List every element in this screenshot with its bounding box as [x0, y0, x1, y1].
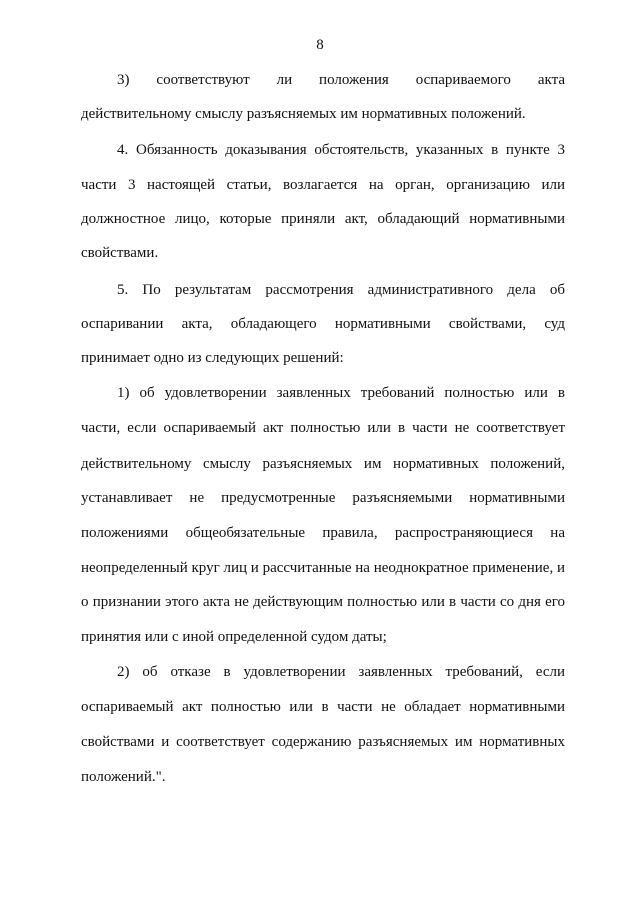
text-line: устанавливает не предусмотренные разъясняемыми нормативными: [81, 490, 565, 506]
text-line: положений.".: [81, 769, 166, 785]
text-line: о признании этого акта не действующим полностью или в части со дня его: [81, 594, 565, 610]
text-line: 4. Обязанность доказывания обстоятельств, указанных в пункте 3: [117, 142, 565, 158]
text-line: свойствами и соответствует содержанию разъясняемых им нормативных: [81, 734, 565, 750]
text-line: свойствами.: [81, 245, 159, 261]
text-line: части 3 настоящей статьи, возлагается на орган, организацию или: [81, 177, 565, 193]
text-line: принятия или с иной определенной судом даты;: [81, 629, 387, 645]
text-line: 5. По результатам рассмотрения административного дела об: [117, 282, 565, 298]
text-line: части, если оспариваемый акт полностью или в части не соответствует: [81, 420, 565, 436]
text-line: 3) соответствуют ли положения оспариваемого акта: [117, 72, 565, 88]
text-line: должностное лицо, которые приняли акт, обладающий нормативными: [81, 211, 565, 227]
text-line: действительному смыслу разъясняемых им нормативных положений,: [81, 456, 565, 472]
text-line: оспариваемый акт полностью или в части не обладает нормативными: [81, 699, 565, 715]
text-line: действительному смыслу разъясняемых им нормативных положений.: [81, 106, 526, 122]
text-line: неопределенный круг лиц и рассчитанные на неоднократное применение, и: [81, 560, 565, 576]
text-line: положениями общеобязательные правила, распространяющиеся на: [81, 525, 565, 541]
text-line: 2) об отказе в удовлетворении заявленных требований, если: [117, 664, 565, 680]
page-number: 8: [316, 37, 324, 53]
text-line: 1) об удовлетворении заявленных требований полностью или в: [117, 385, 565, 401]
text-line: принимает одно из следующих решений:: [81, 350, 344, 366]
text-line: оспаривании акта, обладающего нормативными свойствами, суд: [81, 316, 565, 332]
